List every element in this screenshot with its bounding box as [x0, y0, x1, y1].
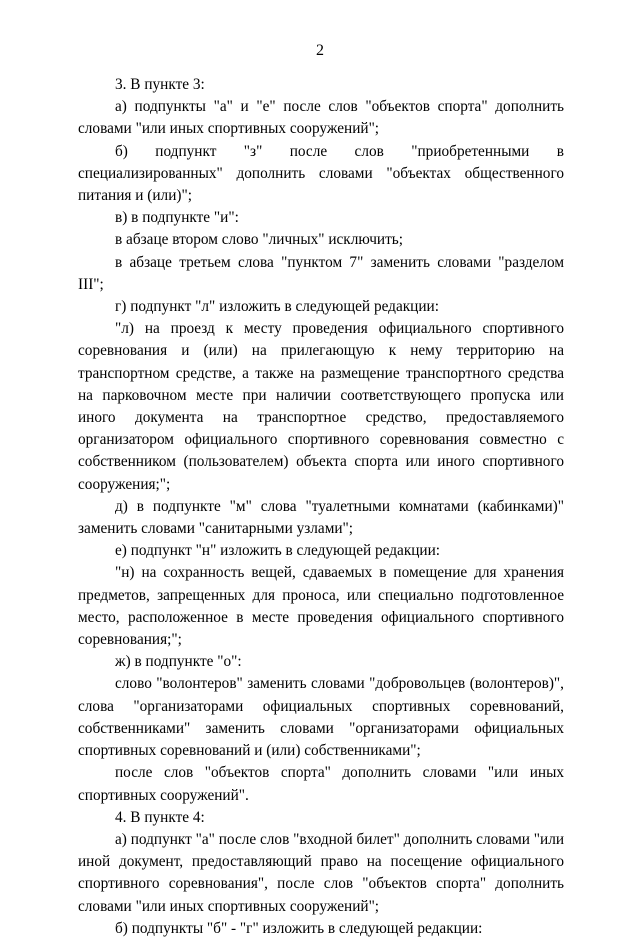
page-number: 2	[316, 42, 324, 59]
paragraph-3zh-1: слово "волонтеров" заменить словами "добровольцев (волонтеров)", слова "организаторами официальных спортивных соревнований, собственниками" заменить словами "организаторами официальных спортивных соревнований и (или) собственниками";	[78, 675, 564, 760]
paragraph-4a: а) подпункт "а" после слов "входной билет" дополнить словами "или иной документ, предоставляющий право на посещение официального спортивного соревнования", после слов "объектов спорта" дополнить словами "или иных спортивных сооружений";	[78, 830, 565, 915]
paragraph-3a: а) подпункты "а" и "е" после слов "объектов спорта" дополнить словами "или иных спортивных сооружений";	[78, 98, 564, 138]
paragraph-4b: б) подпункты "б" - "г" изложить в следующей редакции:	[115, 919, 483, 937]
paragraph-3g: г) подпункт "л" изложить в следующей редакции:	[115, 298, 439, 316]
paragraph-3-heading: 3. В пункте 3:	[115, 76, 205, 93]
document-body	[78, 74, 564, 940]
paragraph-3v-2: в абзаце третьем слова "пунктом 7" заменить словами "разделом III";	[78, 253, 564, 293]
paragraph-3v-1: в абзаце втором слово "личных" исключить;	[115, 231, 404, 249]
paragraph-3zh: ж) в подпункте "о":	[115, 653, 242, 671]
paragraph-3e-text: "н) на сохранность вещей, сдаваемых в помещение для хранения предметов, запрещенных для проноса, или специально подготовленное место, расположенное в месте проведения официального спортивного соревнования;";	[78, 564, 564, 649]
paragraph-4-heading: 4. В пункте 4:	[115, 808, 205, 826]
paragraph-3d: д) в подпункте "м" слова "туалетными комнатами (кабинками)" заменить словами "санитарными узлами";	[78, 497, 564, 538]
paragraph-3e: е) подпункт "н" изложить в следующей редакции:	[115, 542, 441, 560]
paragraph-3zh-2: после слов "объектов спорта" дополнить словами "или иных спортивных сооружений".	[78, 764, 564, 804]
paragraph-3g-text: "л) на проезд к месту проведения официального спортивного соревнования и (или) на прилегающую к нему территорию на транспортном средстве, а также на размещение транспортного средства на парковочном месте при наличии соответствующего пропуска или иного документа на транспортное средство, предоставляемого организатором официального спортивного соревнования совместно с собственником (пользователем) объекта спорта или иного спортивного сооружения;";	[78, 320, 564, 493]
paragraph-3b: б) подпункт "з" после слов "приобретенными в специализированных" дополнить словами "объектах общественного питания и (или)";	[78, 142, 564, 205]
paragraph-3v: в) в подпункте "и":	[115, 209, 239, 227]
